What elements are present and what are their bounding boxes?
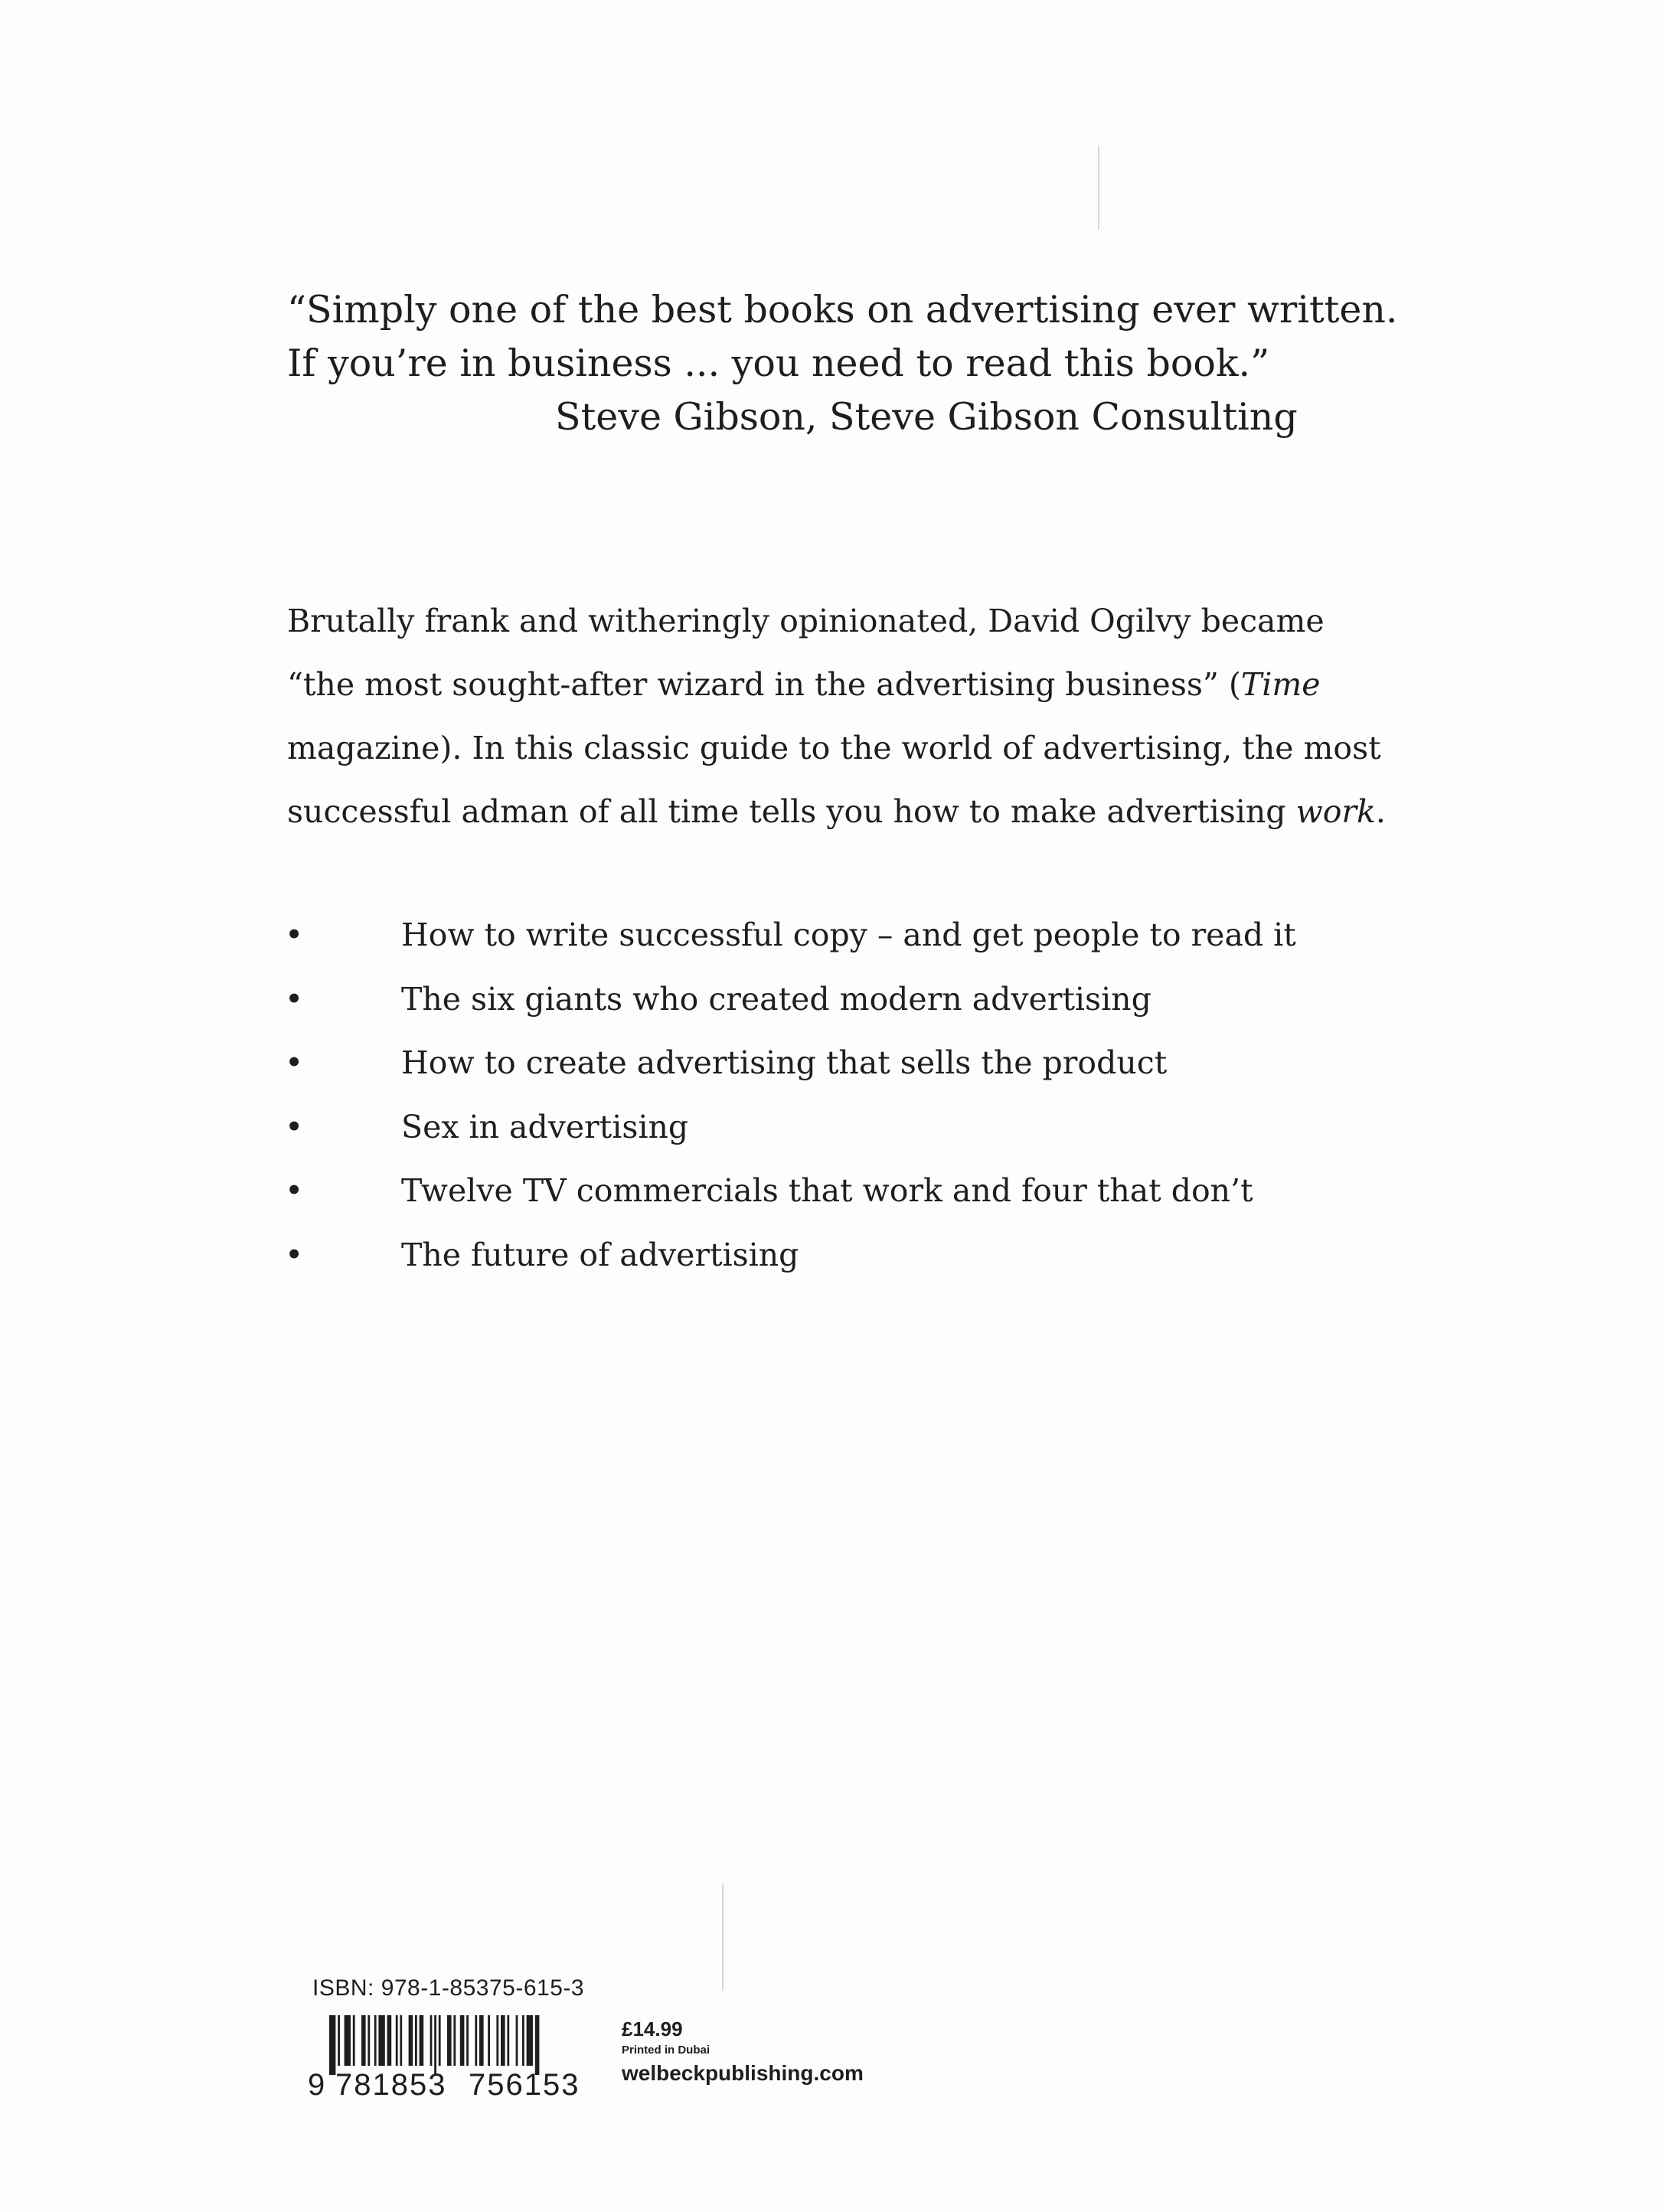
barcode-bar: [345, 2015, 351, 2066]
bullet-icon: •: [285, 1172, 304, 1209]
bullet-icon: •: [285, 916, 304, 953]
quote-line: If you’re in business ... you need to read this book.”: [287, 341, 1270, 385]
book-description: [287, 590, 1619, 844]
barcode-bar: [447, 2015, 452, 2066]
quote-attribution: Steve Gibson, Steve Gibson Consulting: [555, 395, 1298, 439]
barcode-bar: [353, 2015, 355, 2066]
barcode-bar: [396, 2015, 398, 2066]
barcode-bar: [361, 2015, 366, 2066]
barcode-bar: [507, 2015, 509, 2066]
price-info: [622, 2017, 864, 2087]
list-item-text: How to write successful copy – and get people to read it: [401, 916, 1296, 953]
description-line: [287, 780, 1619, 844]
barcode-bar: [535, 2015, 540, 2075]
barcode-bar: [479, 2015, 484, 2066]
barcode-bar: [496, 2015, 498, 2066]
barcode-bar: [387, 2015, 392, 2066]
barcode-image: [305, 2015, 611, 2098]
barcode-bar: [527, 2015, 533, 2066]
list-item-text: Sex in advertising: [401, 1108, 689, 1145]
price-label: £14.99: [622, 2018, 683, 2040]
publisher-website: welbeckpublishing.com: [622, 2061, 864, 2085]
bullet-icon: •: [285, 980, 304, 1018]
barcode-digits-left: 781853: [335, 2068, 447, 2098]
description-line: [287, 653, 1619, 717]
endorsement-quote: [287, 283, 1589, 444]
description-text: “the most sought-after wizard in the advertising business” (: [287, 666, 1241, 703]
printed-in-label: Printed in Dubai: [622, 2044, 710, 2057]
barcode-block: [305, 1975, 917, 2098]
bullet-icon: •: [285, 1108, 304, 1145]
bullet-icon: •: [285, 1044, 304, 1081]
barcode-bar: [415, 2015, 417, 2066]
list-item-text: The six giants who created modern advertising: [401, 980, 1152, 1018]
barcode-bar: [466, 2015, 469, 2066]
barcode-bar: [420, 2015, 424, 2066]
description-line: magazine). In this classic guide to the world of advertising, the most: [287, 730, 1381, 766]
description-italic: Time: [1240, 666, 1321, 703]
description-text: .: [1375, 793, 1386, 830]
quote-line: “Simply one of the best books on advertising ever written.: [287, 288, 1398, 332]
barcode-bar: [501, 2015, 505, 2066]
barcode-bar: [400, 2015, 402, 2066]
barcode-bar: [434, 2015, 436, 2075]
barcode-bar: [516, 2015, 518, 2066]
list-item-text: Twelve TV commercials that work and four that don’t: [401, 1172, 1253, 1209]
barcode-bar: [378, 2015, 384, 2066]
scan-mark: [1098, 145, 1099, 230]
list-item-text: The future of advertising: [401, 1236, 799, 1273]
scan-mark: [722, 1884, 724, 1991]
barcode-bar: [374, 2015, 377, 2066]
barcode-bar: [338, 2015, 340, 2066]
barcode-bar: [453, 2015, 456, 2066]
list-item-text: How to create advertising that sells the product: [401, 1044, 1168, 1081]
barcode-bar: [430, 2015, 433, 2066]
barcode-bar: [475, 2015, 477, 2066]
barcode-bar: [329, 2015, 335, 2075]
description-text: successful adman of all time tells you how to make advertising: [287, 793, 1296, 830]
barcode-bars: [329, 2015, 539, 2075]
barcode-bar: [460, 2015, 465, 2066]
barcode-bar: [409, 2015, 413, 2066]
barcode-digit-first: 9: [308, 2068, 325, 2098]
bullet-icon: •: [285, 1236, 304, 1273]
barcode-bar: [522, 2015, 524, 2066]
description-italic: work: [1295, 793, 1376, 830]
description-line: Brutally frank and witheringly opinionated, David Ogilvy became: [287, 603, 1325, 639]
isbn-label: ISBN: 978-1-85375-615-3: [312, 1975, 585, 2001]
barcode-digits-right: 756153: [469, 2068, 580, 2098]
barcode-bar: [439, 2015, 441, 2066]
barcode-bar: [488, 2015, 490, 2066]
barcode-bar: [368, 2015, 370, 2066]
